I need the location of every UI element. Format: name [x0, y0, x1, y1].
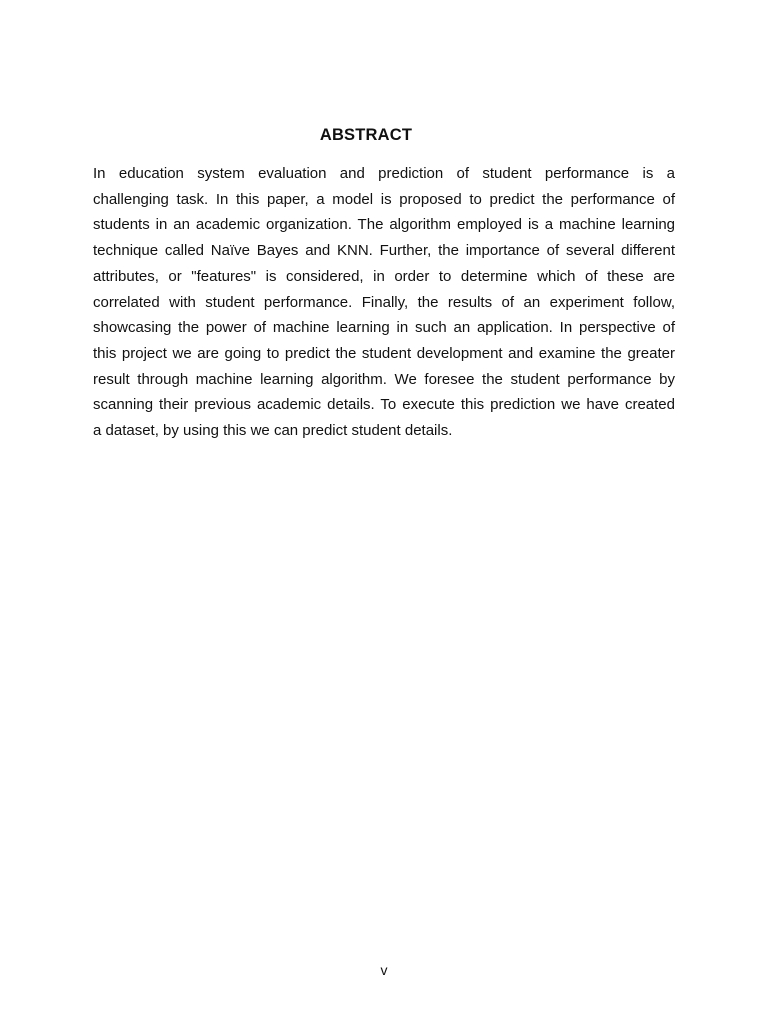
abstract-line: In education system evaluation and prediction of student performance is a — [93, 165, 675, 182]
abstract-line: result through machine learning algorithm. We foresee the student performance by — [93, 370, 675, 388]
abstract-line: showcasing the power of machine learning in such an application. In perspective of — [93, 319, 675, 337]
abstract-line: this project we are going to predict the student development and examine the greater — [93, 344, 675, 362]
abstract-line: a dataset, by using this we can predict student details. — [93, 422, 453, 440]
abstract-paragraph — [93, 161, 675, 444]
abstract-line: challenging task. In this paper, a model is proposed to predict the performance of — [93, 190, 675, 208]
abstract-heading: ABSTRACT — [319, 126, 413, 144]
abstract-line: correlated with student performance. Finally, the results of an experiment follow, — [93, 293, 675, 311]
abstract-line: technique called Naïve Bayes and KNN. Further, the importance of several different — [93, 242, 675, 260]
abstract-line: scanning their previous academic details. To execute this prediction we have created — [93, 396, 675, 414]
abstract-line: attributes, or "features" is considered, in order to determine which of these are — [93, 267, 675, 285]
page-number: v — [380, 962, 388, 978]
abstract-line: students in an academic organization. The algorithm employed is a machine learning — [93, 216, 675, 234]
